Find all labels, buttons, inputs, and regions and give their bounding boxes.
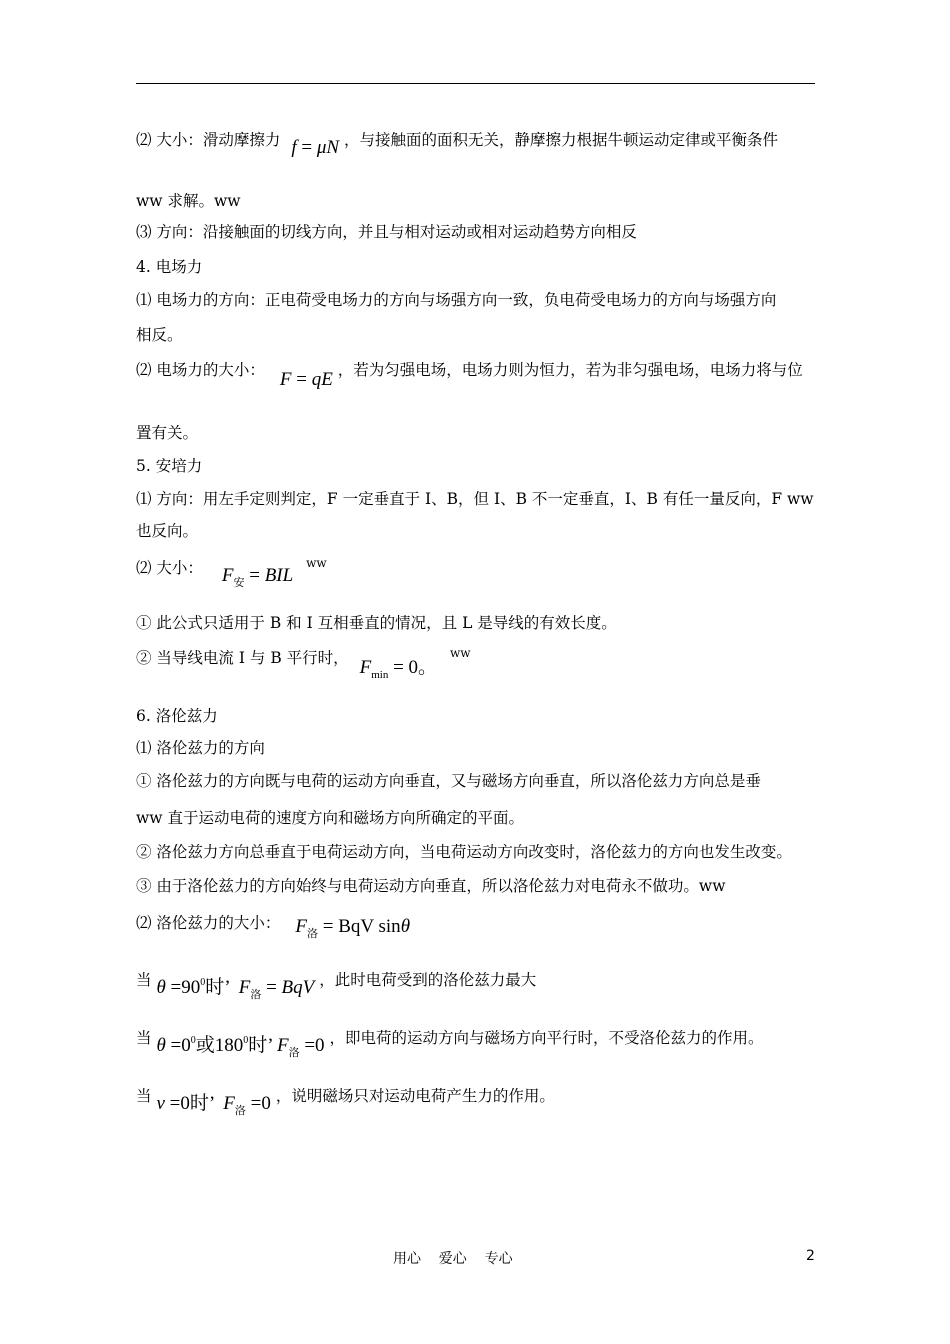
text-line: 置有关。 [136, 424, 199, 442]
case1-formula: $\theta =90^0$时’ $F_洛$ = BqV [156, 977, 315, 1001]
electric-magnitude-line: ⑵ 电场力的大小： F = qE ，若为匀强电场，电场力则为恒力，若为非匀强电场，电场力将与位 [136, 361, 803, 390]
text-line: ww 求解。ww [136, 192, 241, 210]
footer-slogan: 用心 爱心 专心 [393, 1251, 513, 1267]
section-heading-ampere: 5. 安培力 [136, 457, 203, 475]
ampere-formula: $F_安$ = BIL [221, 565, 294, 589]
header-rule [136, 83, 815, 84]
lorentz-formula: $F_洛$ = BqV sinθ [295, 916, 411, 940]
lorentz-note-1: ① 洛伦兹力的方向既与电荷的运动方向垂直，又与磁场方向垂直，所以洛伦兹力方向总是垂 [136, 772, 761, 790]
lorentz-note-2: ② 洛伦兹力方向总垂直于电荷运动方向，当电荷运动方向改变时，洛伦兹力的方向也发生改变。 [136, 843, 792, 861]
text-line: 也反向。 [136, 522, 199, 540]
lorentz-note-3: ③ 由于洛伦兹力的方向始终与电荷运动方向垂直，所以洛伦兹力对电荷永不做功。ww [136, 877, 726, 895]
lorentz-case-parallel: 当 $\theta =0^0$或$180^0$时’ $F_洛 =0$ ，即电荷的运动方向与磁场方向平行时，不受洛伦兹力的作用。 [136, 1029, 764, 1059]
ampere-direction-line: ⑴ 方向：用左手定则判定，F 一定垂直于 I、B，但 I、B 不一定垂直，I、B 有任一量反向，F ww [136, 490, 814, 508]
lorentz-magnitude-line: ⑵ 洛伦兹力的大小： $F_洛$ = BqV sinθ [136, 914, 411, 940]
text-line: 相反。 [136, 326, 183, 344]
ampere-note-2: ② 当导线电流 I 与 B 平行时， $F_{min} = 0$。 $^{ww}$ [136, 646, 471, 681]
ampere-note-1: ① 此公式只适用于 B 和 I 互相垂直的情况，且 L 是导线的有效长度。 [136, 614, 617, 632]
fmin-formula: $F_{min} = 0$。 [359, 657, 438, 681]
ampere-magnitude-line: ⑵ 大小： $F_安$ = BIL $^{ww}$ [136, 556, 327, 589]
case2-formula: $\theta =0^0$或$180^0$时’ $F_洛 =0$ [156, 1035, 325, 1059]
lorentz-case-static: 当 v =0时’ $F_洛 =0$ ，说明磁场只对运动电荷产生力的作用。 [136, 1087, 555, 1117]
friction-magnitude-line: ⑵ 大小：滑动摩擦力 f = μN ，与接触面的面积无关，静摩擦力根据牛顿运动定律或平衡条件 [136, 131, 779, 158]
section-heading-lorentz: 6. 洛伦兹力 [136, 707, 218, 725]
friction-direction-line: ⑶ 方向：沿接触面的切线方向，并且与相对运动或相对运动趋势方向相反 [136, 223, 637, 241]
lorentz-direction-heading: ⑴ 洛伦兹力的方向 [136, 739, 265, 757]
electric-formula: F = qE [279, 369, 333, 390]
text-line: ww 直于运动电荷的速度方向和磁场方向所确定的平面。 [136, 809, 524, 827]
case3-formula: v =0时’ $F_洛 =0$ [156, 1093, 271, 1117]
lorentz-case-max: 当 $\theta =90^0$时’ $F_洛$ = BqV ，此时电荷受到的洛伦兹力最大 [136, 971, 537, 1001]
page-number: 2 [806, 1248, 815, 1264]
friction-formula: f = μN [291, 137, 340, 158]
electric-direction-line: ⑴ 电场力的方向：正电荷受电场力的方向与场强方向一致，负电荷受电场力的方向与场强方向 [136, 291, 777, 309]
section-heading-electric: 4. 电场力 [136, 258, 203, 276]
